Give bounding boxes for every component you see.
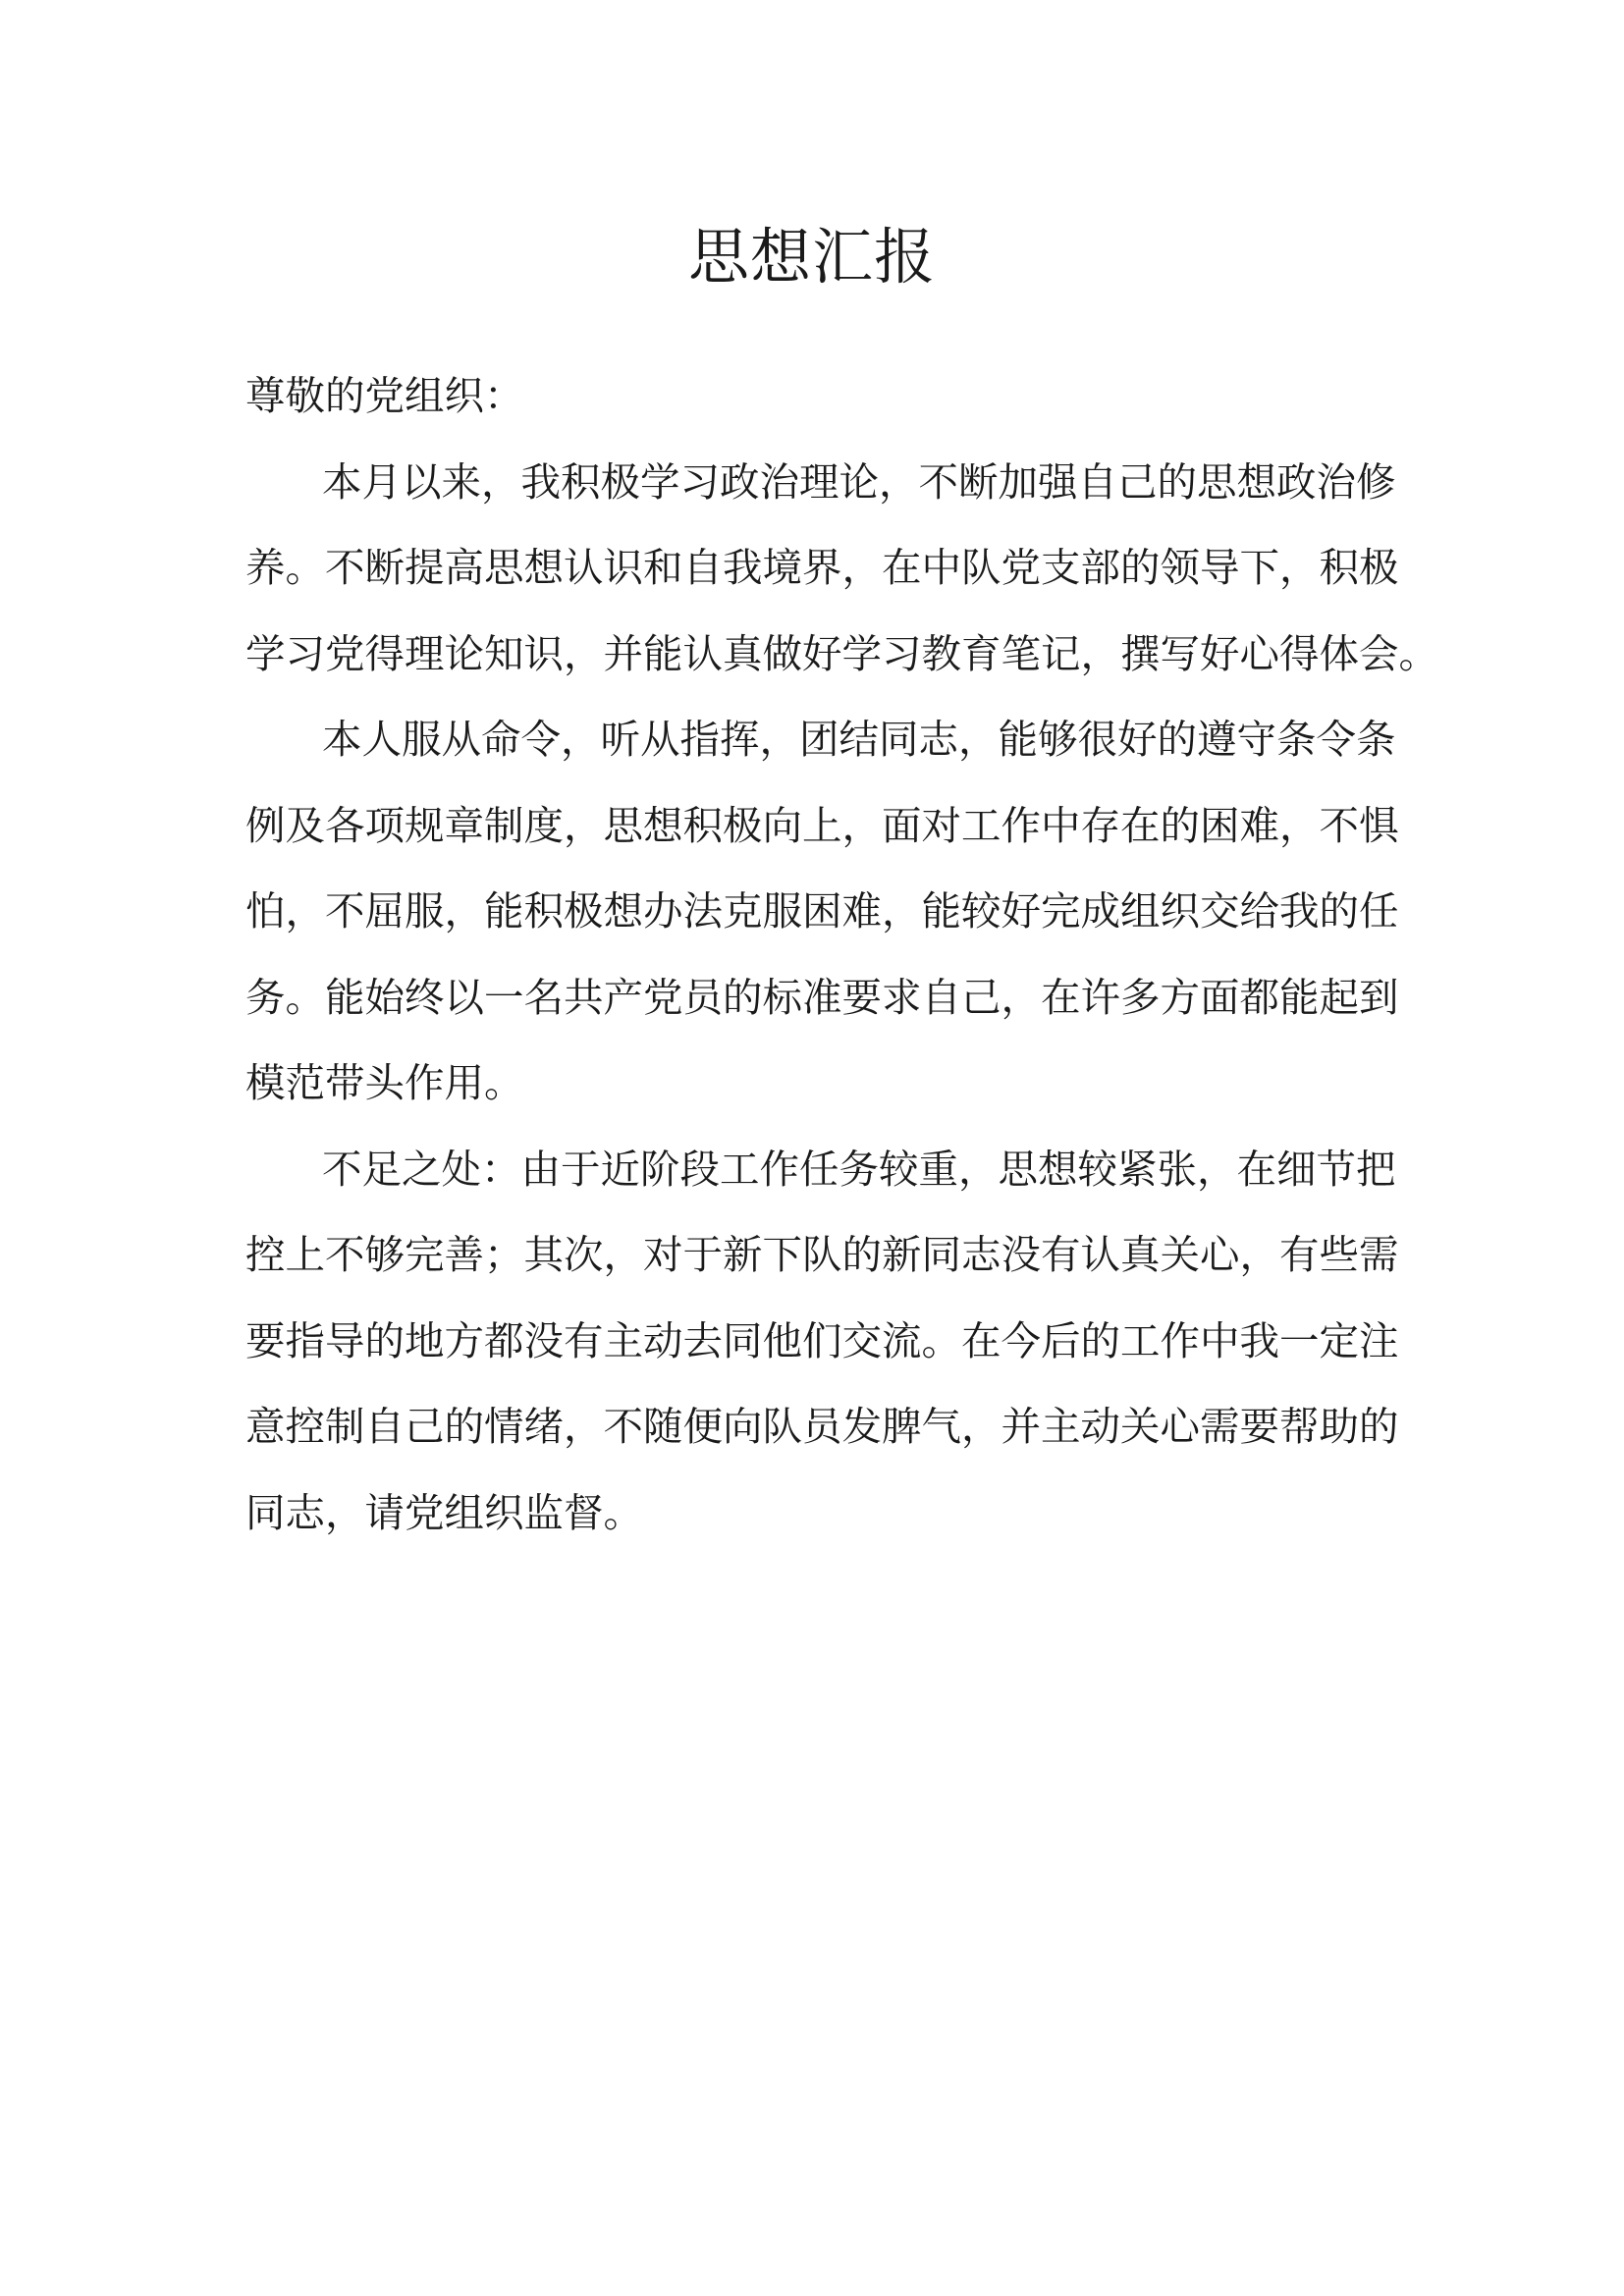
paragraph-line: 本人服从命令，听从指挥，团结同志，能够很好的遵守条令条 [322, 716, 1396, 763]
paragraph-study [245, 440, 1438, 698]
paragraph-line: 怕，不屈服，能积极想办法克服困难，能较好完成组织交给我的任 [245, 887, 1399, 934]
paragraph-line: 要指导的地方都没有主动去同他们交流。在今后的工作中我一定注 [245, 1316, 1399, 1364]
salutation: 尊敬的党组织： [245, 372, 524, 419]
paragraph-line: 学习党得理论知识，并能认真做好学习教育笔记，撰写好心得体会。 [245, 629, 1438, 677]
paragraph-line: 模范带头作用。 [245, 1059, 524, 1106]
paragraph-conduct [245, 697, 1399, 1127]
paragraph-line: 控上不够完善；其次，对于新下队的新同志没有认真关心，有些需 [245, 1231, 1399, 1278]
document-title: 思想汇报 [687, 221, 936, 293]
paragraph-line: 意控制自己的情绪，不随便向队员发脾气，并主动关心需要帮助的 [245, 1403, 1399, 1450]
paragraph-line: 务。能始终以一名共产党员的标准要求自己，在许多方面都能起到 [245, 973, 1399, 1021]
paragraph-line: 本月以来，我积极学习政治理论，不断加强自己的思想政治修 [322, 457, 1396, 506]
paragraph-shortcomings [245, 1127, 1399, 1557]
document-body [245, 353, 1438, 1556]
paragraph-line: 例及各项规章制度，思想积极向上，面对工作中存在的困难，不惧 [245, 801, 1399, 849]
paragraph-line: 同志，请党组织监督。 [245, 1488, 643, 1536]
paragraph-line: 不足之处：由于近阶段工作任务较重，思想较紧张，在细节把 [322, 1145, 1396, 1193]
paragraph-line: 养。不断提高思想认识和自我境界，在中队党支部的领导下，积极 [245, 544, 1399, 591]
